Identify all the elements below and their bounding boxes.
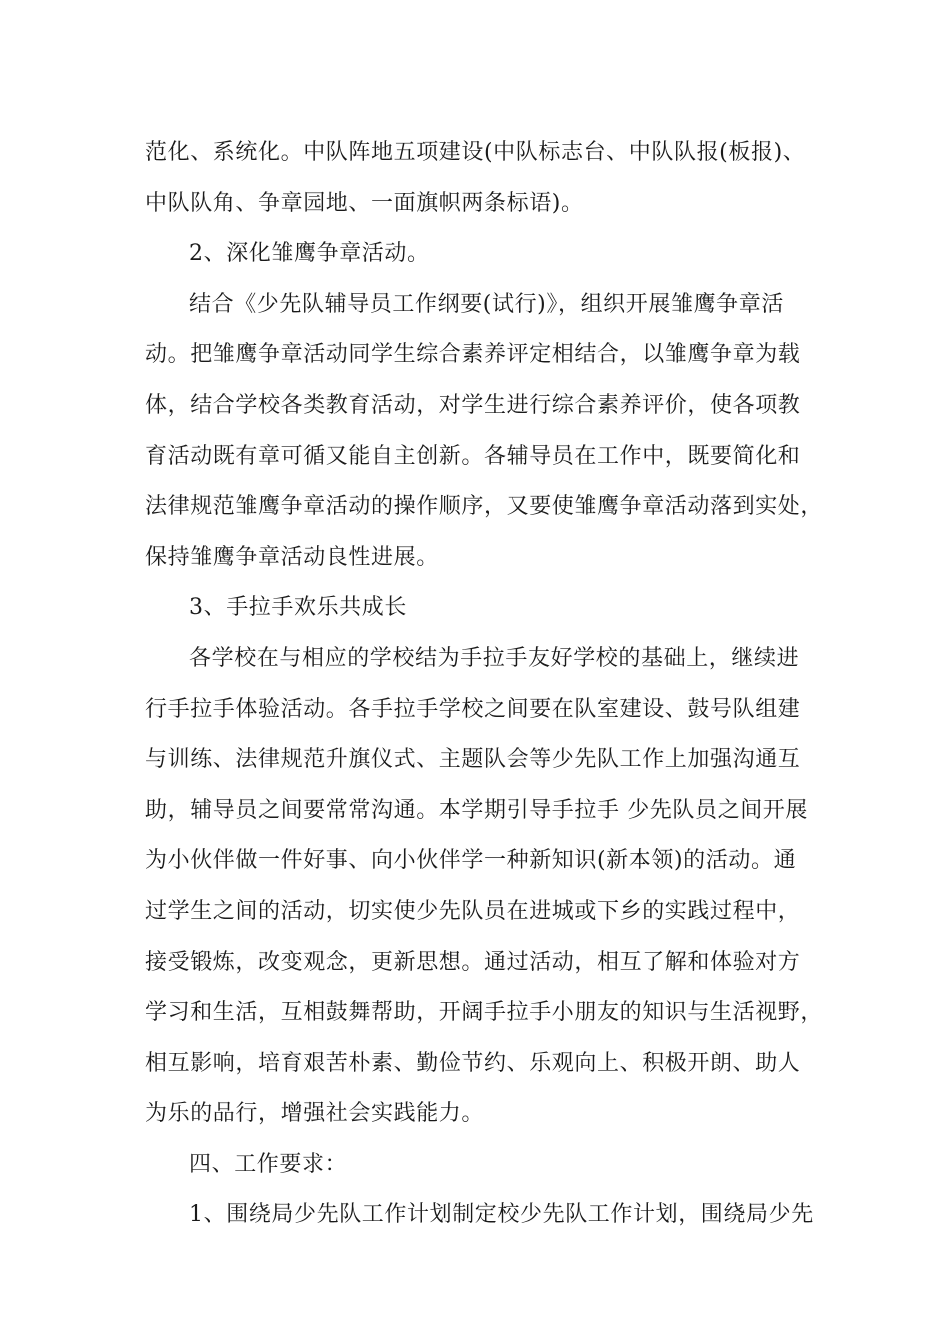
text-line: 育活动既有章可循又能自主创新。各辅导员在工作中，既要简化和 xyxy=(145,443,801,469)
text-line: 相互影响，培育艰苦朴素、勤俭节约、乐观向上、积极开朗、助人 xyxy=(145,1050,801,1076)
text-line: 行手拉手体验活动。各手拉手学校之间要在队室建设、鼓号队组建 xyxy=(145,696,801,722)
text-line: 1、围绕局少先队工作计划制定校少先队工作计划，围绕局少先 xyxy=(189,1202,814,1228)
text-line: 法律规范雏鹰争章活动的操作顺序，又要使雏鹰争章活动落到实处， xyxy=(145,494,824,520)
section-heading: 2、深化雏鹰争章活动。 xyxy=(189,241,430,267)
text-line: 各学校在与相应的学校结为手拉手友好学校的基础上，继续进 xyxy=(189,645,800,671)
section-heading: 四、工作要求： xyxy=(189,1151,348,1177)
text-line: 体，结合学校各类教育活动，对学生进行综合素养评价，使各项教 xyxy=(145,392,801,418)
text-line: 动。把雏鹰争章活动同学生综合素养评定相结合，以雏鹰争章为载 xyxy=(145,342,801,368)
text-line: 范化、系统化。中队阵地五项建设(中队标志台、中队队报(板报)、 xyxy=(145,140,806,165)
text-line: 结合《少先队辅导员工作纲要(试行)》，组织开展雏鹰争章活 xyxy=(189,291,784,317)
text-line: 保持雏鹰争章活动良性进展。 xyxy=(145,544,439,570)
text-line: 与训练、法律规范升旗仪式、主题队会等少先队工作上加强沟通互 xyxy=(145,747,801,773)
text-line: 过学生之间的活动，切实使少先队员在进城或下乡的实践过程中， xyxy=(145,898,801,924)
text-line: 助，辅导员之间要常常沟通。本学期引导手拉手 少先队员之间开展 xyxy=(145,797,808,823)
text-line: 接受锻炼，改变观念，更新思想。通过活动，相互了解和体验对方 xyxy=(145,949,801,975)
text-line: 为乐的品行，增强社会实践能力。 xyxy=(145,1101,485,1127)
section-heading: 3、手拉手欢乐共成长 xyxy=(189,595,407,621)
text-line: 中队队角、争章园地、一面旗帜两条标语)。 xyxy=(145,190,584,216)
text-line: 学习和生活，互相鼓舞帮助，开阔手拉手小朋友的知识与生活视野， xyxy=(145,1000,824,1026)
text-line: 为小伙伴做一件好事、向小伙伴学一种新知识(新本领)的活动。通 xyxy=(145,848,797,874)
document-page xyxy=(145,128,825,1241)
